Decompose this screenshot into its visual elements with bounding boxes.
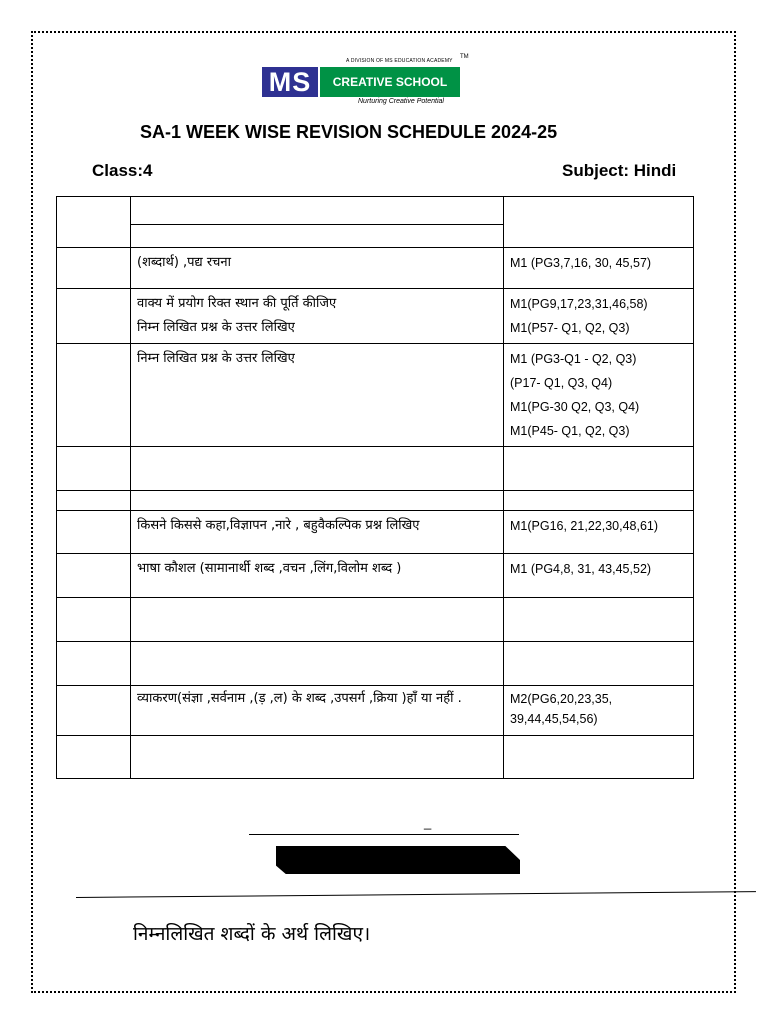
table-row [57,642,694,686]
reference-cell [504,344,694,447]
table-row [57,511,694,554]
school-logo [262,56,472,108]
topic-line: निम्न लिखित प्रश्न के उत्तर लिखिए [137,351,295,366]
table-row [57,598,694,642]
black-redaction-bar [276,846,520,874]
reference-cell [504,598,694,642]
topic-line: किसने किससे कहा,विज्ञापन ,नारे , बहुवैकल्पिक प्रश्न लिखिए [137,518,420,533]
topic-cell [131,642,504,686]
week-cell [57,491,131,511]
table-row [57,197,694,248]
dash-mark: _ [424,815,432,830]
week-cell [57,344,131,447]
table-row [57,491,694,511]
reference-line: M1(PG-30 Q2, Q3, Q4) [510,400,640,414]
week-cell [57,598,131,642]
reference-cell [504,447,694,491]
topic-line: व्याकरण(संज्ञा ,सर्वनाम ,(ड़ ,ल) के शब्द ,उपसर्ग ,क्रिया )हाँ या नहीं . [137,691,462,706]
document-title: SA-1 WEEK WISE REVISION SCHEDULE 2024-25 [140,122,558,142]
topic-line: भाषा कौशल (सामानार्थी शब्द ,वचन ,लिंग,विलोम शब्द ) [137,561,402,576]
reference-line: M1 (PG4,8, 31, 43,45,52) [510,562,652,576]
topic-cell [131,344,504,447]
topic-cell [131,491,504,511]
reference-cell [504,248,694,289]
table-row [57,344,694,447]
topic-cell [131,289,504,344]
week-cell [57,197,131,248]
logo-school-name: CREATIVE SCHOOL [320,67,460,97]
reference-cell [504,554,694,598]
table-row [57,248,694,289]
week-cell [57,736,131,779]
reference-line: M1(P57- Q1, Q2, Q3) [510,321,630,335]
table-row [57,289,694,344]
week-cell [57,554,131,598]
topic-line: वाक्य में प्रयोग रिक्त स्थान की पूर्ति कीजिए [137,296,337,311]
revision-schedule-table [56,196,694,779]
topic-cell [131,248,504,289]
topic-cell [131,686,504,736]
topic-cell [131,511,504,554]
reference-cell [504,686,694,736]
topic-line: निम्न लिखित प्रश्न के उत्तर लिखिए [137,320,295,335]
week-cell [57,642,131,686]
class-label: Class:4 [92,161,153,180]
table-row [57,554,694,598]
week-cell [57,248,131,289]
topic-cell [131,197,504,248]
logo-trademark: TM [460,54,469,60]
week-cell [57,447,131,491]
reference-cell [504,642,694,686]
logo-tagline: Nurturing Creative Potential [358,98,444,105]
reference-cell [504,736,694,779]
reference-line: M2(PG6,20,23,35, [510,692,613,706]
reference-line: M1(PG16, 21,22,30,48,61) [510,519,659,533]
reference-line: 39,44,45,54,56) [510,712,598,726]
topic-line: (शब्दार्थ) ,पद्य रचना [137,255,232,270]
week-cell [57,511,131,554]
reference-line: M1(P45- Q1, Q2, Q3) [510,424,630,438]
week-cell [57,289,131,344]
reference-cell [504,289,694,344]
week-cell [57,686,131,736]
logo-ms-mark: MS [262,67,318,97]
instruction-text: निम्नलिखित शब्दों के अर्थ लिखिए। [133,923,371,945]
topic-cell [131,554,504,598]
reference-line: M1(PG9,17,23,31,46,58) [510,297,648,311]
logo-division-text: A DIVISION OF MS EDUCATION ACADEMY [346,58,453,64]
topic-cell [131,447,504,491]
reference-line: M1 (PG3,7,16, 30, 45,57) [510,256,652,270]
table-row [57,686,694,736]
reference-cell [504,511,694,554]
topic-cell [131,598,504,642]
reference-line: M1 (PG3-Q1 - Q2, Q3) [510,352,637,366]
subject-label: Subject: Hindi [562,161,677,180]
table-row [57,736,694,779]
reference-line: (P17- Q1, Q3, Q4) [510,376,613,390]
table-row [57,447,694,491]
reference-cell [504,197,694,248]
topic-cell [131,736,504,779]
short-rule [249,834,519,835]
reference-cell [504,491,694,511]
